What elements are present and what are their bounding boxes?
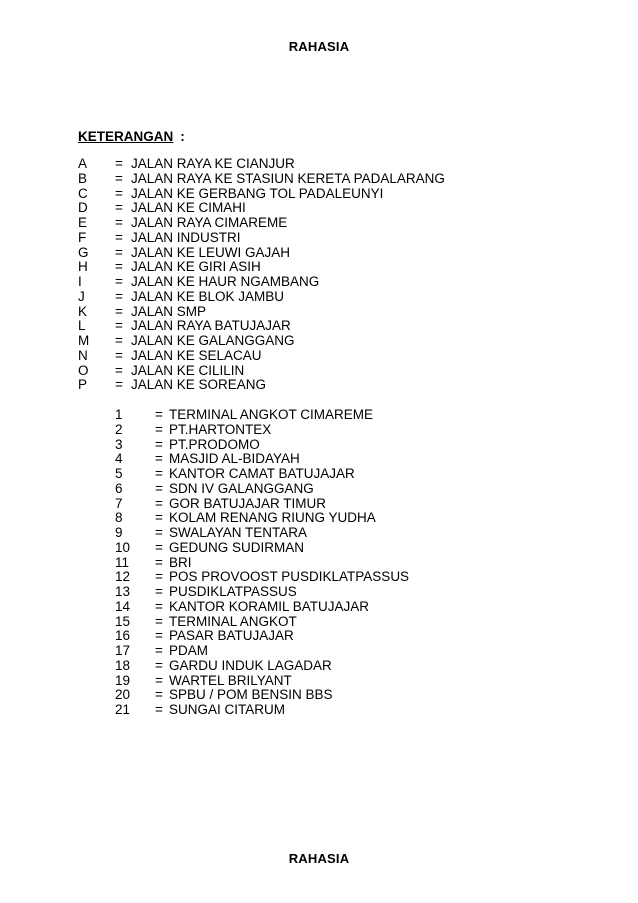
place-name: KANTOR CAMAT BATUJAJAR [169, 466, 355, 481]
place-name: TERMINAL ANGKOT [169, 613, 297, 629]
road-name: JALAN INDUSTRI [131, 229, 241, 245]
place-name: GEDUNG SUDIRMAN [169, 539, 305, 555]
place-legend-item [115, 541, 409, 556]
place-number: 21 [115, 702, 131, 717]
place-name: MASJID AL-BIDAYAH [169, 451, 300, 467]
place-number: 10 [115, 539, 131, 555]
road-code: O [78, 362, 89, 378]
road-name: JALAN KE CILILIN [131, 362, 245, 378]
equals-sign: = [155, 495, 163, 511]
road-legend-item [78, 216, 445, 231]
place-legend-item [115, 438, 409, 453]
equals-sign: = [155, 480, 163, 496]
place-legend-item [115, 482, 409, 497]
place-legend-item [115, 452, 409, 467]
place-name: SDN IV GALANGGANG [169, 480, 314, 496]
road-legend-item [78, 157, 445, 172]
place-number: 2 [115, 421, 123, 437]
road-name: JALAN KE GALANGGANG [131, 333, 295, 348]
equals-sign: = [115, 303, 123, 319]
road-name: JALAN KE GERBANG TOL PADALEUNYI [131, 185, 384, 201]
place-number: 20 [115, 687, 131, 703]
equals-sign: = [155, 436, 163, 452]
equals-sign: = [115, 170, 123, 186]
legend-colon: : [180, 129, 185, 144]
road-legend-item [78, 231, 445, 246]
place-name: SPBU / POM BENSIN BBS [169, 687, 333, 703]
place-legend-item [115, 511, 409, 526]
equals-sign: = [155, 421, 163, 437]
road-name: JALAN RAYA KE STASIUN KERETA PADALARANG [131, 170, 445, 186]
road-legend-item [78, 201, 445, 216]
place-legend-item [115, 570, 409, 585]
place-number: 3 [115, 436, 123, 452]
road-name: JALAN KE LEUWI GAJAH [131, 244, 291, 260]
place-name: TERMINAL ANGKOT CIMAREME [169, 407, 374, 422]
equals-sign: = [115, 362, 123, 378]
equals-sign: = [155, 554, 163, 570]
place-number: 4 [115, 451, 123, 467]
equals-sign: = [155, 510, 163, 526]
equals-sign: = [155, 672, 163, 688]
road-legend-item [78, 260, 445, 275]
place-legend-item [115, 585, 409, 600]
place-number: 17 [115, 643, 131, 658]
road-name: JALAN KE CIMAHI [131, 200, 246, 216]
legend-title: KETERANGAN [78, 129, 174, 144]
equals-sign: = [155, 643, 163, 658]
place-number: 14 [115, 598, 131, 614]
road-name: JALAN KE GIRI ASIH [131, 259, 261, 275]
place-legend-item [115, 556, 409, 571]
equals-sign: = [155, 598, 163, 614]
equals-sign: = [155, 569, 163, 585]
road-code: M [78, 333, 90, 348]
road-legend-item [78, 334, 445, 349]
classification-header: RAHASIA [288, 39, 350, 54]
road-code: J [78, 288, 85, 304]
road-name: JALAN KE BLOK JAMBU [131, 288, 285, 304]
place-number: 7 [115, 495, 123, 511]
equals-sign: = [115, 185, 123, 201]
place-name: PDAM [169, 643, 209, 658]
place-name: PASAR BATUJAJAR [169, 628, 294, 644]
place-number: 18 [115, 657, 131, 673]
road-name: JALAN KE HAUR NGAMBANG [131, 274, 320, 289]
place-name: GARDU INDUK LAGADAR [169, 657, 332, 673]
equals-sign: = [115, 215, 123, 230]
road-code: C [78, 185, 88, 201]
place-legend-item [115, 688, 409, 703]
place-name: SWALAYAN TENTARA [169, 525, 308, 540]
road-legend-item [78, 187, 445, 202]
place-number: 5 [115, 466, 123, 481]
place-name: PT.HARTONTEX [169, 421, 272, 437]
legend-heading [78, 129, 185, 144]
road-code: N [78, 347, 88, 363]
place-legend-item [115, 629, 409, 644]
place-legend-item [115, 600, 409, 615]
equals-sign: = [115, 274, 123, 289]
equals-sign: = [155, 407, 163, 422]
road-code: E [78, 215, 88, 230]
road-code: F [78, 229, 87, 245]
road-legend-item [78, 275, 445, 290]
equals-sign: = [155, 451, 163, 467]
road-legend-item [78, 319, 445, 334]
place-legend-item [115, 497, 409, 512]
place-name: WARTEL BRILYANT [169, 672, 292, 688]
equals-sign: = [155, 628, 163, 644]
road-code: G [78, 244, 89, 260]
place-number: 15 [115, 613, 131, 629]
place-legend-item [115, 703, 409, 718]
place-name: PUSDIKLATPASSUS [169, 584, 297, 599]
place-number: 19 [115, 672, 131, 688]
place-legend-item [115, 526, 409, 541]
road-name: JALAN RAYA CIMAREME [131, 215, 288, 230]
road-code: P [78, 377, 88, 393]
place-name: POS PROVOOST PUSDIKLATPASSUS [169, 569, 410, 585]
equals-sign: = [115, 259, 123, 275]
road-legend-item [78, 364, 445, 379]
road-legend-list [78, 157, 445, 393]
equals-sign: = [115, 377, 123, 393]
road-legend-item [78, 378, 445, 393]
equals-sign: = [115, 288, 123, 304]
place-legend-item [115, 423, 409, 438]
equals-sign: = [155, 687, 163, 703]
equals-sign: = [115, 333, 123, 348]
place-number: 9 [115, 525, 123, 540]
road-legend-item [78, 246, 445, 261]
road-code: A [78, 156, 88, 171]
place-number: 12 [115, 569, 131, 585]
road-name: JALAN RAYA BATUJAJAR [131, 318, 291, 334]
equals-sign: = [115, 200, 123, 216]
equals-sign: = [155, 525, 163, 540]
road-legend-item [78, 349, 445, 364]
classification-footer: RAHASIA [288, 851, 350, 866]
equals-sign: = [155, 657, 163, 673]
road-name: JALAN RAYA KE CIANJUR [131, 156, 295, 171]
road-code: H [78, 259, 88, 275]
place-name: SUNGAI CITARUM [169, 702, 286, 717]
road-name: JALAN KE SELACAU [131, 347, 262, 363]
place-name: PT.PRODOMO [169, 436, 260, 452]
place-legend-item [115, 659, 409, 674]
place-name: BRI [169, 554, 192, 570]
road-legend-item [78, 305, 445, 320]
road-code: K [78, 303, 88, 319]
place-name: KANTOR KORAMIL BATUJAJAR [169, 598, 370, 614]
place-number: 8 [115, 510, 123, 526]
equals-sign: = [155, 466, 163, 481]
equals-sign: = [115, 156, 123, 171]
road-name: JALAN SMP [131, 303, 207, 319]
place-legend-item [115, 408, 409, 423]
road-code: L [78, 318, 86, 334]
place-number: 16 [115, 628, 131, 644]
equals-sign: = [155, 584, 163, 599]
place-legend-item [115, 615, 409, 630]
place-legend-item [115, 644, 409, 659]
road-code: B [78, 170, 88, 186]
place-number: 13 [115, 584, 131, 599]
equals-sign: = [155, 702, 163, 717]
equals-sign: = [115, 244, 123, 260]
place-legend-item [115, 674, 409, 689]
equals-sign: = [155, 539, 163, 555]
place-name: GOR BATUJAJAR TIMUR [169, 495, 327, 511]
place-legend-list [115, 408, 409, 718]
road-code: D [78, 200, 88, 216]
road-code: I [78, 274, 82, 289]
equals-sign: = [115, 318, 123, 334]
road-legend-item [78, 172, 445, 187]
place-legend-item [115, 467, 409, 482]
road-legend-item [78, 290, 445, 305]
place-name: KOLAM RENANG RIUNG YUDHA [169, 510, 376, 526]
place-number: 11 [115, 554, 130, 570]
place-number: 6 [115, 480, 123, 496]
road-name: JALAN KE SOREANG [131, 377, 267, 393]
equals-sign: = [115, 347, 123, 363]
place-number: 1 [115, 407, 123, 422]
equals-sign: = [115, 229, 123, 245]
equals-sign: = [155, 613, 163, 629]
